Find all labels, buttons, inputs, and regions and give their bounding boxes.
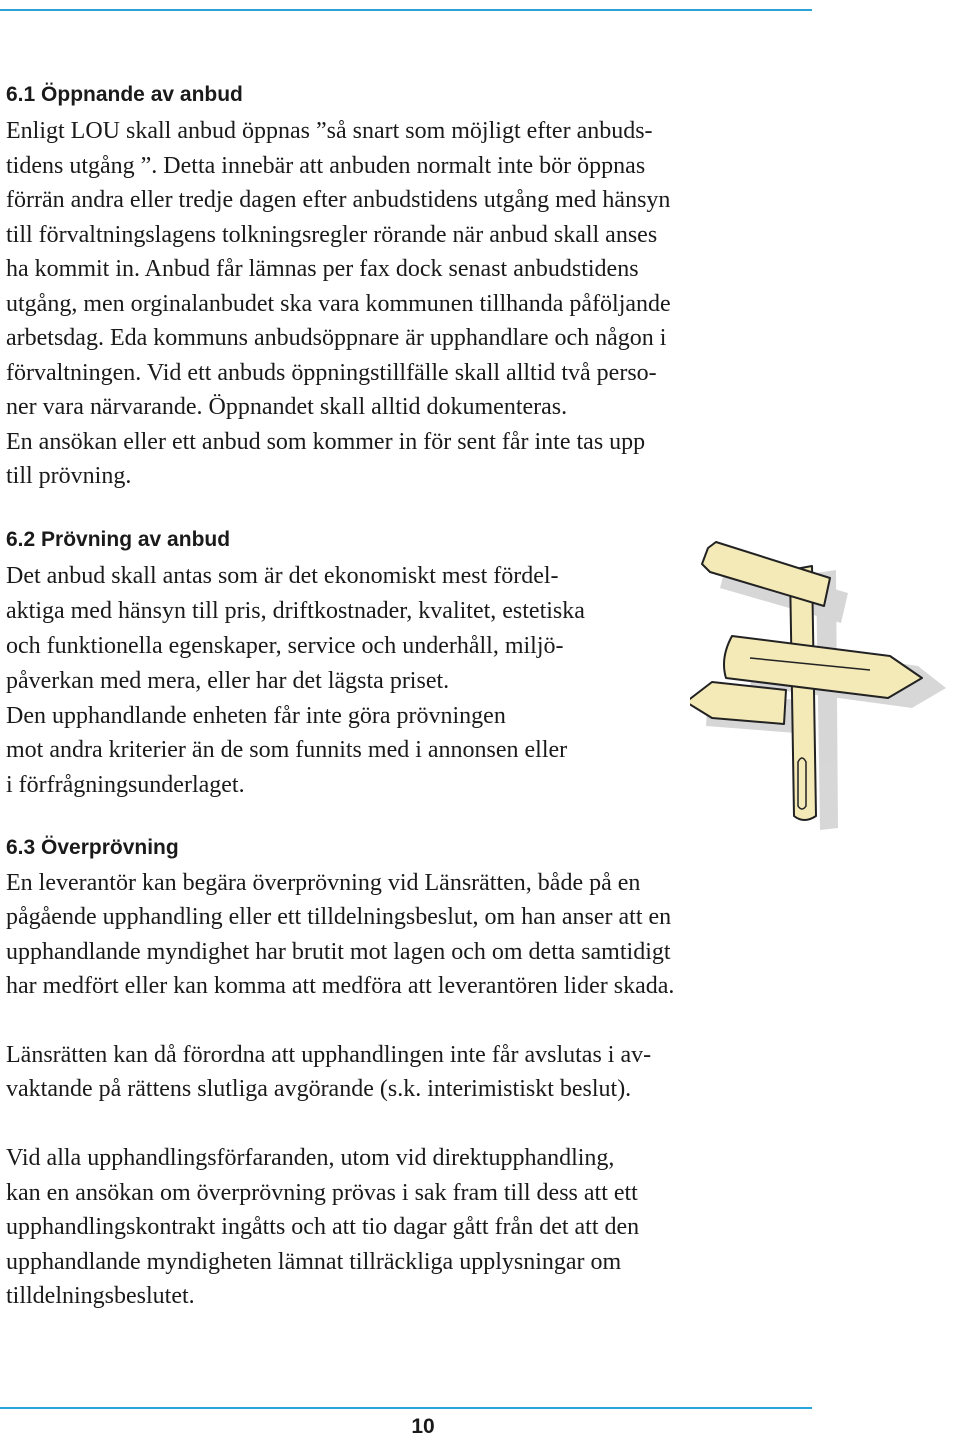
- section-heading-6-3: 6.3 Överprövning: [6, 836, 179, 859]
- text-line: upphandlande myndighet har brutit mot lagen och om detta samtidigt: [6, 939, 671, 965]
- text-line: Vid alla upphandlingsförfaranden, utom vid direktupphandling,: [6, 1145, 615, 1171]
- text-line: vaktande på rättens slutliga avgörande (s.k. interimistiskt beslut).: [6, 1076, 632, 1102]
- text-line: Det anbud skall antas som är det ekonomiskt mest fördel-: [6, 563, 559, 589]
- text-line: tidens utgång ”. Detta innebär att anbuden normalt inte bör öppnas: [6, 153, 646, 179]
- text-line: En ansökan eller ett anbud som kommer in för sent får inte tas upp: [6, 429, 646, 455]
- text-line: ha kommit in. Anbud får lämnas per fax dock senast anbudstidens: [6, 256, 639, 282]
- section-heading-6-1: 6.1 Öppnande av anbud: [6, 83, 243, 106]
- text-line: upphandlande myndigheten lämnat tillräckliga upplysningar om: [6, 1249, 622, 1275]
- text-line: upphandlingskontrakt ingåtts och att tio dagar gått från det att den: [6, 1214, 640, 1240]
- text-line: utgång, men orginalanbudet ska vara kommunen tillhanda påföljande: [6, 291, 671, 317]
- text-line: tilldelningsbeslutet.: [6, 1283, 195, 1309]
- text-line: mot andra kriterier än de som funnits med i annonsen eller: [6, 737, 568, 763]
- bottom-rule: [0, 1407, 812, 1409]
- text-line: har medfört eller kan komma att medföra att leverantören lider skada.: [6, 973, 675, 999]
- text-line: till prövning.: [6, 463, 132, 489]
- text-line: kan en ansökan om överprövning prövas i sak fram till dess att ett: [6, 1180, 638, 1206]
- top-rule: [0, 9, 812, 11]
- text-line: En leverantör kan begära överprövning vid Länsrätten, både på en: [6, 870, 641, 896]
- text-line: Den upphandlande enheten får inte göra prövningen: [6, 703, 506, 729]
- text-line: förrän andra eller tredje dagen efter anbudstidens utgång med hänsyn: [6, 187, 671, 213]
- text-line: ner vara närvarande. Öppnandet skall alltid dokumenteras.: [6, 394, 568, 420]
- page-number: 10: [411, 1415, 435, 1438]
- text-line: till förvaltningslagens tolkningsregler rörande när anbud skall anses: [6, 222, 658, 248]
- text-line: pågående upphandling eller ett tilldelningsbeslut, om han anser att en: [6, 904, 672, 930]
- text-line: i förfrågningsunderlaget.: [6, 772, 245, 798]
- section-heading-6-2: 6.2 Prövning av anbud: [6, 528, 231, 551]
- text-line: påverkan med mera, eller har det lägsta priset.: [6, 668, 450, 694]
- signpost-icon: [690, 540, 960, 840]
- text-line: förvaltningen. Vid ett anbuds öppningstillfälle skall alltid två perso-: [6, 360, 657, 386]
- text-line: Länsrätten kan då förordna att upphandlingen inte får avslutas i av-: [6, 1042, 652, 1068]
- text-line: Enligt LOU skall anbud öppnas ”så snart som möjligt efter anbuds-: [6, 118, 653, 144]
- text-line: och funktionella egenskaper, service och underhåll, miljö-: [6, 633, 564, 659]
- text-line: aktiga med hänsyn till pris, driftkostnader, kvalitet, estetiska: [6, 598, 585, 624]
- text-line: arbetsdag. Eda kommuns anbudsöppnare är upphandlare och någon i: [6, 325, 667, 351]
